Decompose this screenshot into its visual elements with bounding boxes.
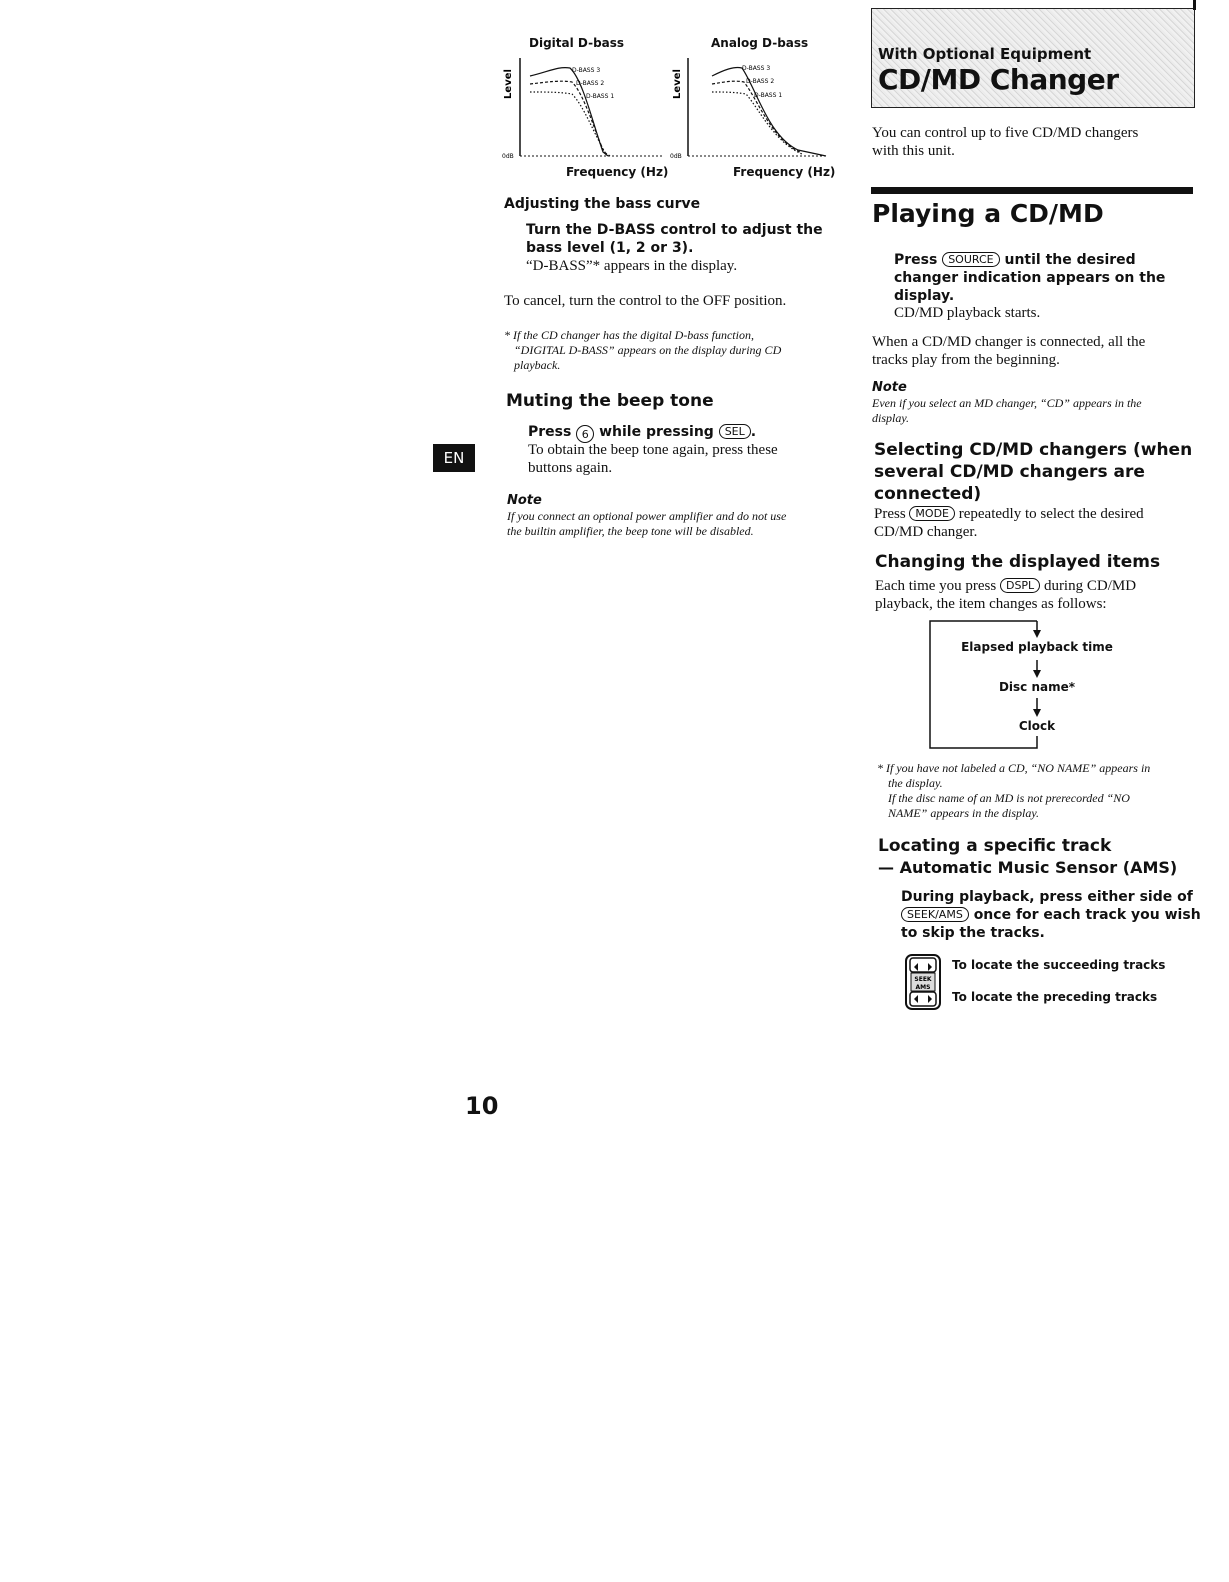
intro-text: You can control up to five CD/MD changers with this unit.: [872, 125, 1139, 159]
seek-ams-rocker-icon: [904, 953, 942, 1011]
analog-freq-label: Frequency (Hz): [733, 165, 836, 179]
digital-level-label: Level: [503, 69, 514, 99]
no-name-footnote: * If you have not labeled a CD, “NO NAME” appears in the display. If the disc name of an MD is not prerecorded “NO NAME” appears in the display.: [877, 761, 1151, 820]
flow-item-disc-name: Disc name*: [998, 680, 1076, 694]
mode-button-icon: MODE: [909, 506, 955, 521]
left-note-label: Note: [507, 493, 542, 508]
muting-body: To obtain the beep tone again, press these buttons again.: [528, 442, 778, 476]
adjust-step: Turn the D-BASS control to adjust the bass level (1, 2 or 3).: [526, 222, 823, 256]
select-heading: Selecting CD/MD changers (when several CD/MD changers are connected): [874, 440, 1193, 504]
digital-freq-label: Frequency (Hz): [566, 165, 669, 179]
locate-next-label: To locate the succeeding tracks: [952, 958, 1166, 972]
source-button-icon: SOURCE: [942, 252, 999, 267]
banner-subtitle: With Optional Equipment: [878, 45, 1092, 63]
select-text: Press MODE repeatedly to select the desired CD/MD changer.: [874, 506, 1144, 540]
digital-dbass-title: Digital D-bass: [529, 36, 625, 50]
locating-step: During playback, press either side of SEEK/AMS once for each track you wish to skip the tracks.: [901, 889, 1201, 941]
muting-step: Press 6 while pressing SEL .: [528, 424, 757, 441]
digital-dbass-chart: [498, 54, 668, 164]
changing-text: Each time you press DSPL during CD/MD playback, the item changes as follows:: [875, 578, 1137, 612]
digital-curve-1: D-BASS 1: [586, 93, 615, 100]
play-step: Press SOURCE until the desired changer indication appears on the display.: [894, 252, 1166, 304]
sel-button-icon: SEL: [719, 424, 751, 439]
digital-curve-3: D-BASS 3: [572, 67, 601, 74]
analog-curve-2: D-BASS 2: [746, 78, 775, 85]
flow-item-clock: Clock: [1018, 719, 1056, 733]
rocker-ams-label: AMS: [915, 984, 931, 991]
analog-dbass-title: Analog D-bass: [711, 36, 809, 50]
analog-dbass-chart: [668, 54, 833, 164]
key-6-icon: 6: [576, 425, 594, 443]
rocker-seek-label: SEEK: [914, 976, 932, 983]
section-rule: [871, 187, 1193, 194]
analog-curve-1: D-BASS 1: [754, 92, 783, 99]
page-number: 10: [465, 1092, 499, 1120]
adjust-result: “D-BASS”* appears in the display.: [526, 258, 738, 274]
analog-level-label: Level: [672, 69, 683, 99]
left-note-text: If you connect an optional power amplifier and do not use the builtin amplifier, the beep tone will be disabled.: [507, 509, 787, 538]
right-note-text: Even if you select an MD changer, “CD” appears in the display.: [872, 396, 1142, 425]
right-note-label: Note: [872, 380, 907, 395]
adjust-heading: Adjusting the bass curve: [504, 196, 701, 212]
locating-heading: Locating a specific track — Automatic Music Sensor (AMS): [878, 836, 1178, 877]
banner-title: CD/MD Changer: [878, 63, 1119, 96]
flow-item-elapsed: Elapsed playback time: [961, 640, 1113, 654]
changing-heading: Changing the displayed items: [875, 552, 1161, 572]
dspl-button-icon: DSPL: [1000, 578, 1040, 593]
digital-zero-label: 0dB: [502, 153, 514, 160]
playing-heading: Playing a CD/MD: [872, 199, 1104, 228]
analog-curve-3: D-BASS 3: [742, 65, 771, 72]
dbass-footnote: * If the CD changer has the digital D-bass function, “DIGITAL D-BASS” appears on the display during CD playback.: [504, 328, 782, 372]
section-banner: [871, 8, 1195, 108]
connected-text: When a CD/MD changer is connected, all the tracks play from the beginning.: [872, 334, 1146, 368]
digital-curve-2: D-BASS 2: [576, 80, 605, 87]
cancel-text: To cancel, turn the control to the OFF position.: [504, 293, 787, 309]
analog-zero-label: 0dB: [670, 153, 682, 160]
corner-mark: [1193, 0, 1196, 10]
seek-ams-button-icon: SEEK/AMS: [901, 907, 969, 922]
locate-prev-label: To locate the preceding tracks: [952, 990, 1158, 1004]
play-result: CD/MD playback starts.: [894, 305, 1041, 321]
language-tab: EN: [433, 444, 475, 472]
muting-heading: Muting the beep tone: [506, 391, 714, 411]
